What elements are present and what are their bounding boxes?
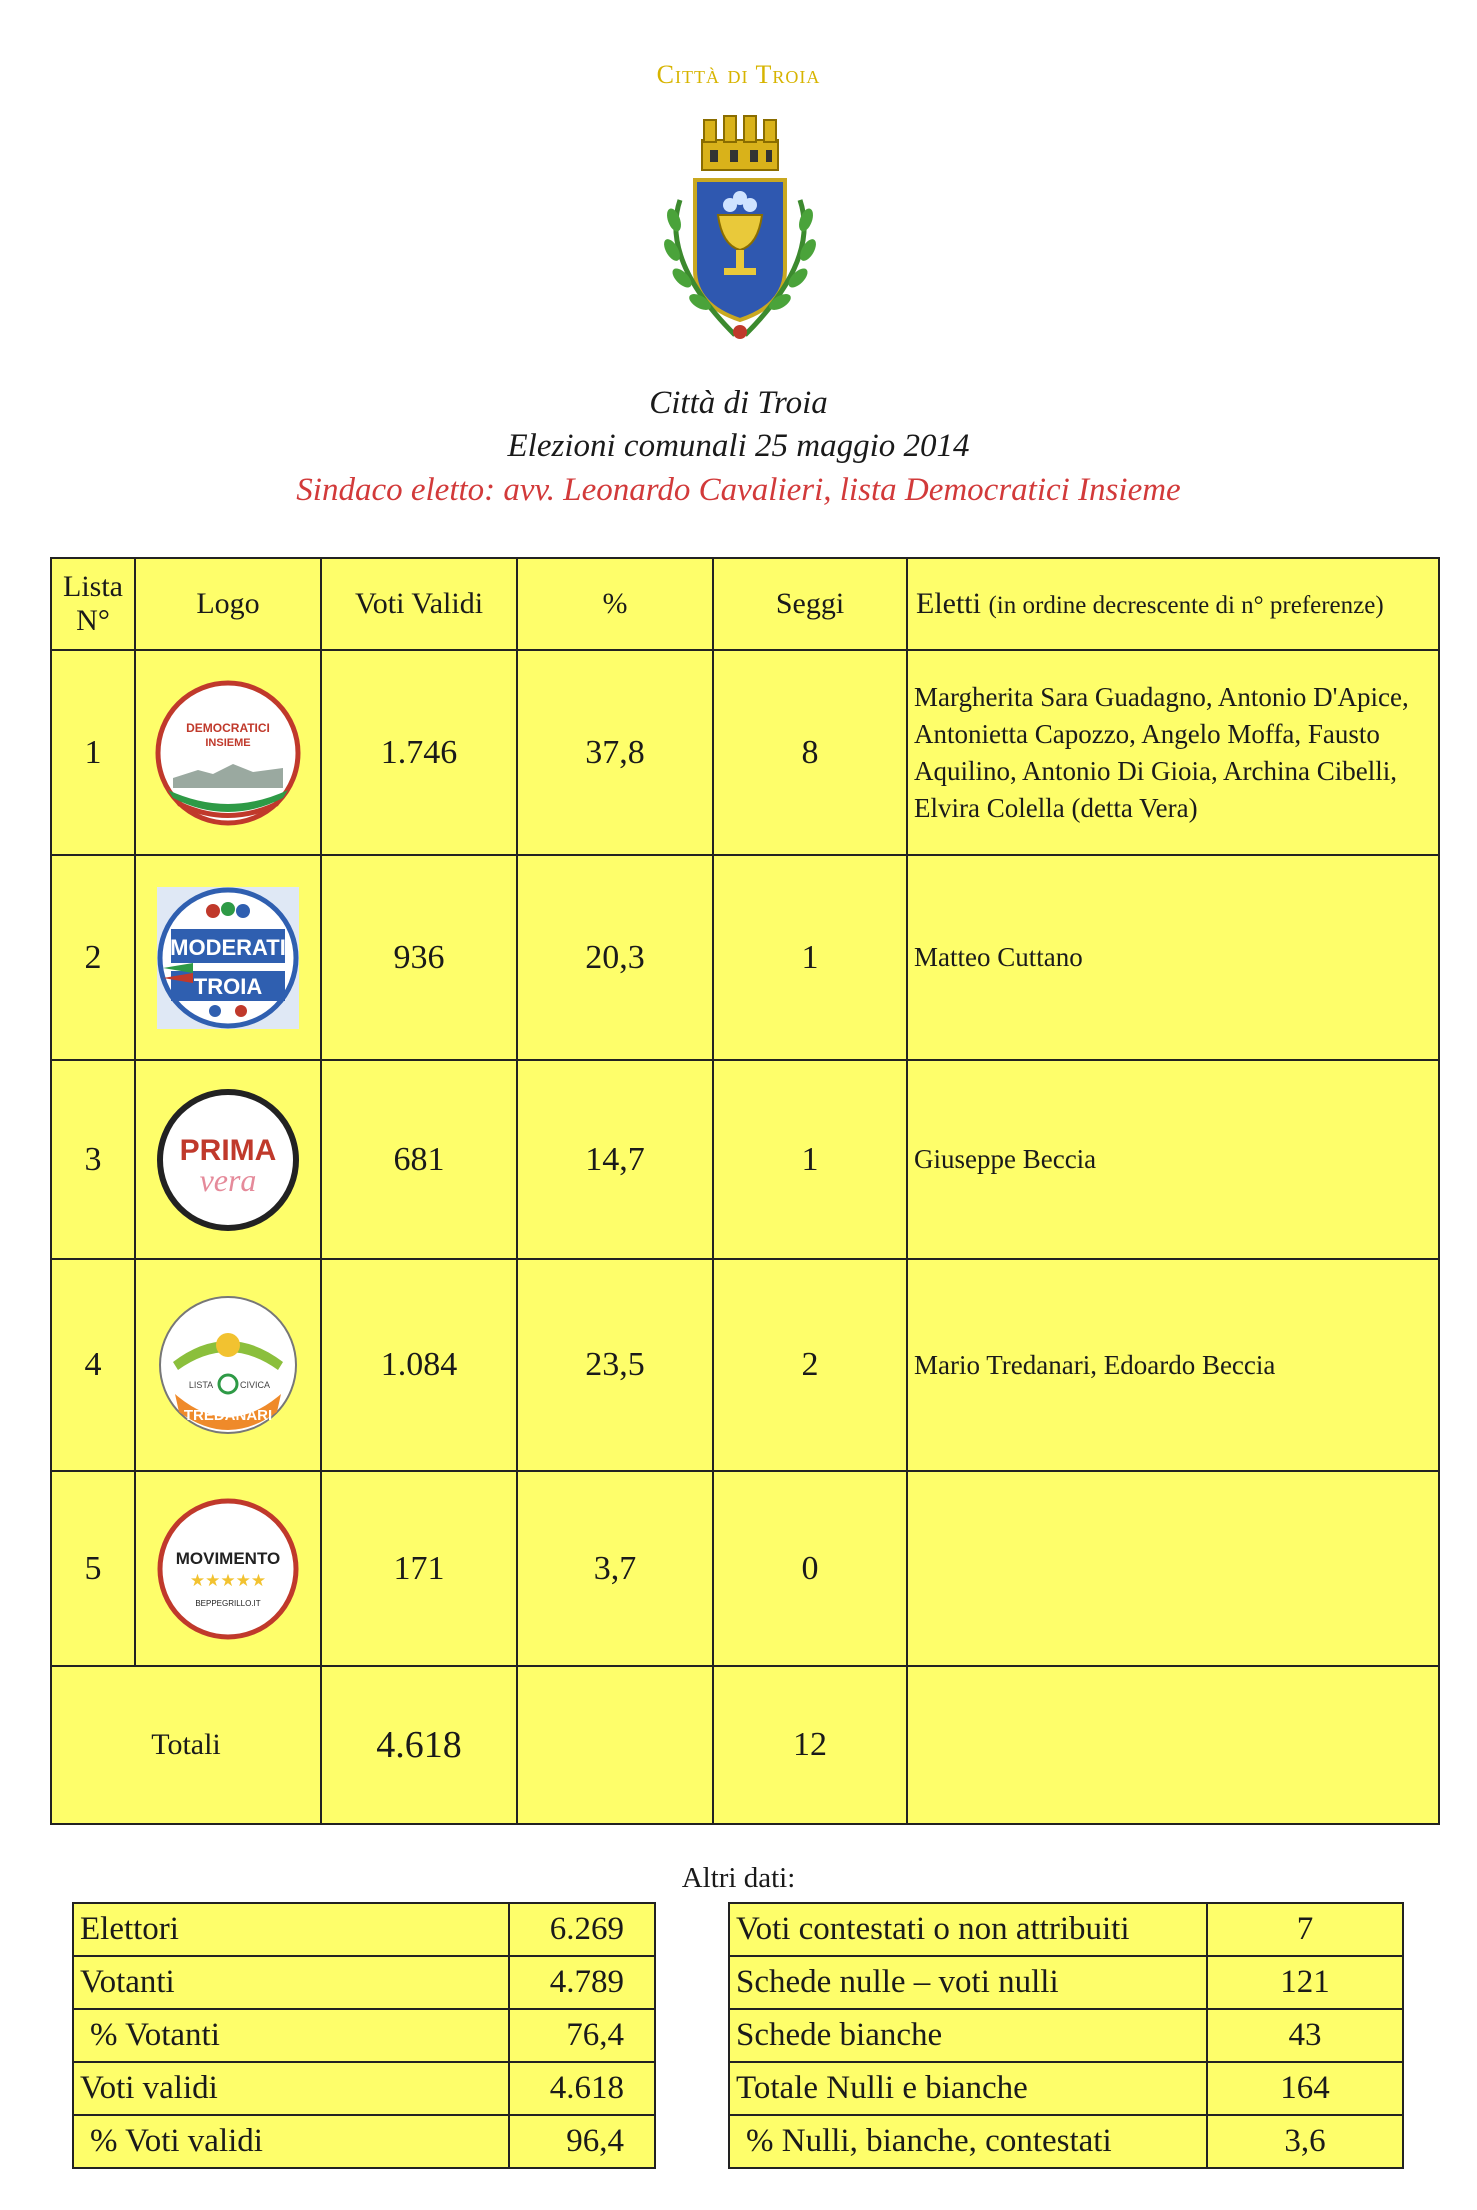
table-row bbox=[51, 1259, 1439, 1471]
totals-seggi: 12 bbox=[713, 1666, 907, 1824]
header-city: Città di Troia bbox=[649, 385, 828, 421]
percentuale: 37,8 bbox=[517, 650, 713, 855]
value: 6.269 bbox=[509, 1903, 655, 1956]
svg-text:★★★★★: ★★★★★ bbox=[189, 1570, 267, 1591]
svg-text:LISTA: LISTA bbox=[188, 1380, 214, 1390]
seggi: 1 bbox=[713, 1060, 907, 1259]
svg-text:PRIMA: PRIMA bbox=[179, 1133, 277, 1167]
democratici-insieme-logo-icon bbox=[153, 678, 303, 828]
table-row bbox=[73, 2115, 655, 2168]
eletti: Giuseppe Beccia bbox=[907, 1060, 1439, 1259]
header-election: Elezioni comunali 25 maggio 2014 bbox=[507, 428, 970, 464]
logo-cell bbox=[135, 650, 321, 855]
results-table bbox=[50, 557, 1440, 1825]
label: Schede bianche bbox=[729, 2009, 1207, 2062]
seggi: 0 bbox=[713, 1471, 907, 1666]
col-pct-header: % bbox=[517, 558, 713, 650]
label: Voti validi bbox=[73, 2062, 509, 2115]
label: Elettori bbox=[73, 1903, 509, 1956]
label: Schede nulle – voti nulli bbox=[729, 1956, 1207, 2009]
col-seggi-header: Seggi bbox=[713, 558, 907, 650]
value: 121 bbox=[1207, 1956, 1403, 2009]
table-row bbox=[729, 2009, 1403, 2062]
seggi: 8 bbox=[713, 650, 907, 855]
row-number: 2 bbox=[51, 855, 135, 1060]
totals-pct bbox=[517, 1666, 713, 1824]
svg-text:MOVIMENTO: MOVIMENTO bbox=[175, 1548, 281, 1568]
col-voti-header: Voti Validi bbox=[321, 558, 517, 650]
crest-caption: Città di Troia bbox=[656, 60, 821, 89]
seggi: 2 bbox=[713, 1259, 907, 1471]
voti-validi: 681 bbox=[321, 1060, 517, 1259]
table-row bbox=[51, 855, 1439, 1060]
percentuale: 14,7 bbox=[517, 1060, 713, 1259]
svg-text:CIVICA: CIVICA bbox=[239, 1380, 271, 1390]
table-row bbox=[73, 1903, 655, 1956]
value: 43 bbox=[1207, 2009, 1403, 2062]
totals-row bbox=[51, 1666, 1439, 1824]
totals-label: Totali bbox=[51, 1666, 321, 1824]
svg-text:vera: vera bbox=[199, 1161, 257, 1198]
label: Votanti bbox=[73, 1956, 509, 2009]
row-number: 4 bbox=[51, 1259, 135, 1471]
value: 4.618 bbox=[509, 2062, 655, 2115]
value: 164 bbox=[1207, 2062, 1403, 2115]
seggi: 1 bbox=[713, 855, 907, 1060]
eletti bbox=[907, 1471, 1439, 1666]
label: % Nulli, bianche, contestati bbox=[729, 2115, 1207, 2168]
table-row bbox=[73, 1956, 655, 2009]
label: % Votanti bbox=[73, 2009, 509, 2062]
voti-validi: 171 bbox=[321, 1471, 517, 1666]
tredanari-logo-icon bbox=[153, 1290, 303, 1440]
svg-text:MODERATI: MODERATI bbox=[170, 934, 286, 960]
coat-of-arms-icon bbox=[640, 110, 840, 345]
value: 96,4 bbox=[509, 2115, 655, 2168]
percentuale: 23,5 bbox=[517, 1259, 713, 1471]
altri-left-table bbox=[72, 1902, 656, 2169]
prima-vera-logo-icon bbox=[153, 1085, 303, 1235]
altri-dati-title: Altri dati: bbox=[681, 1862, 796, 1894]
col-eletti-header: Eletti (in ordine decrescente di n° preferenze) bbox=[907, 558, 1439, 650]
row-number: 3 bbox=[51, 1060, 135, 1259]
table-row bbox=[73, 2062, 655, 2115]
col-logo-header: Logo bbox=[135, 558, 321, 650]
totals-voti: 4.618 bbox=[321, 1666, 517, 1824]
percentuale: 20,3 bbox=[517, 855, 713, 1060]
totals-eletti bbox=[907, 1666, 1439, 1824]
svg-text:DEMOCRATICI: DEMOCRATICI bbox=[186, 720, 270, 735]
table-row bbox=[51, 650, 1439, 855]
movimento-5-stelle-logo-icon bbox=[153, 1494, 303, 1644]
label: % Voti validi bbox=[73, 2115, 509, 2168]
label: Voti contestati o non attribuiti bbox=[729, 1903, 1207, 1956]
table-row bbox=[729, 1956, 1403, 2009]
svg-text:TROIA: TROIA bbox=[193, 973, 263, 999]
value: 7 bbox=[1207, 1903, 1403, 1956]
eletti: Margherita Sara Guadagno, Antonio D'Apice, Antonietta Capozzo, Angelo Moffa, Fausto Aquilino, Antonio Di Gioia, Archina Cibelli, Elvira Colella (detta Vera) bbox=[907, 650, 1439, 855]
logo-cell bbox=[135, 1060, 321, 1259]
value: 3,6 bbox=[1207, 2115, 1403, 2168]
logo-cell bbox=[135, 1471, 321, 1666]
logo-cell bbox=[135, 855, 321, 1060]
row-number: 1 bbox=[51, 650, 135, 855]
value: 4.789 bbox=[509, 1956, 655, 2009]
svg-text:INSIEME: INSIEME bbox=[205, 736, 251, 749]
svg-text:BEPPEGRILLO.IT: BEPPEGRILLO.IT bbox=[195, 1598, 261, 1608]
voti-validi: 1.084 bbox=[321, 1259, 517, 1471]
table-row bbox=[51, 1471, 1439, 1666]
table-row bbox=[729, 2062, 1403, 2115]
table-row bbox=[729, 1903, 1403, 1956]
col-lista-header: Lista N° bbox=[51, 558, 135, 650]
percentuale: 3,7 bbox=[517, 1471, 713, 1666]
altri-right-table bbox=[728, 1902, 1404, 2169]
header-mayor: Sindaco eletto: avv. Leonardo Cavalieri, lista Democratici Insieme bbox=[296, 472, 1181, 508]
logo-cell bbox=[135, 1259, 321, 1471]
voti-validi: 936 bbox=[321, 855, 517, 1060]
value: 76,4 bbox=[509, 2009, 655, 2062]
table-header-row bbox=[51, 558, 1439, 650]
moderati-troia-logo-icon bbox=[153, 883, 303, 1033]
table-row bbox=[51, 1060, 1439, 1259]
table-row bbox=[729, 2115, 1403, 2168]
eletti: Mario Tredanari, Edoardo Beccia bbox=[907, 1259, 1439, 1471]
svg-text:TREDANARI: TREDANARI bbox=[183, 1407, 273, 1424]
eletti: Matteo Cuttano bbox=[907, 855, 1439, 1060]
voti-validi: 1.746 bbox=[321, 650, 517, 855]
table-row bbox=[73, 2009, 655, 2062]
label: Totale Nulli e bianche bbox=[729, 2062, 1207, 2115]
row-number: 5 bbox=[51, 1471, 135, 1666]
